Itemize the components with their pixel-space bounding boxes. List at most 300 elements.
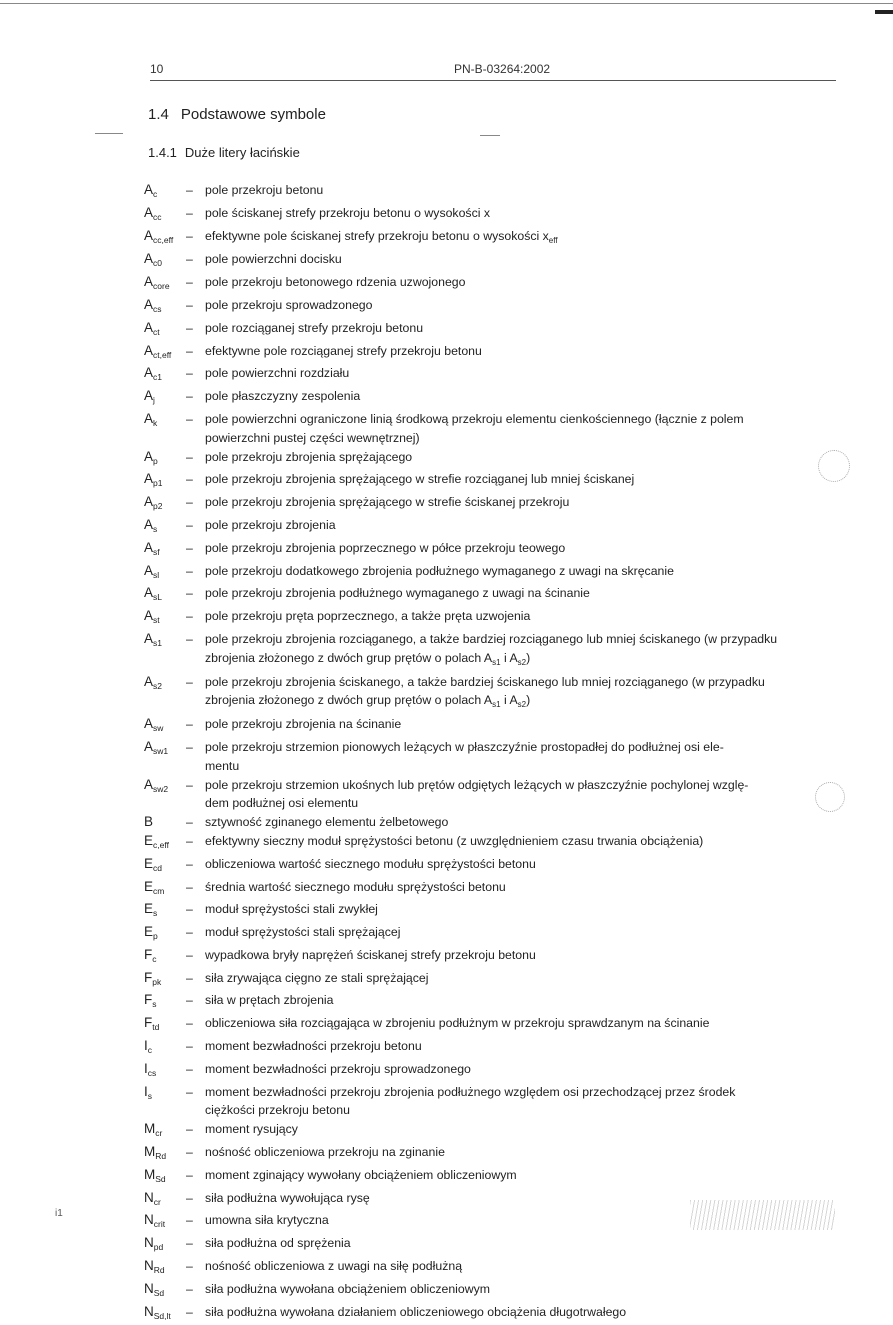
symbol [144,991,186,1014]
symbol-description [205,607,844,626]
symbol [144,204,186,227]
symbol-base: A [144,562,154,578]
symbol-base: B [144,814,154,830]
symbol-base: A [144,342,154,358]
symbol-row [144,673,844,716]
symbol-subscript: p2 [153,501,163,512]
symbol-subscript: s [152,999,157,1010]
dash: – [186,389,193,404]
dash: – [186,1167,193,1182]
symbol-base: F [144,969,153,985]
symbol [144,738,186,761]
symbol-subscript: cr [155,1128,163,1139]
description-text: moduł sprężystości stali sprężającej [205,925,401,940]
header-rule [150,80,836,81]
dash: – [186,1304,193,1319]
description-text: pole przekroju strzemion ukośnych lub prętów odgiętych leżących w płaszczyźnie pochylonej wzglę- dem podłużnej osi elementu [205,777,749,811]
symbol-subscript: Sd [155,1173,166,1184]
symbol-subscript: sw2 [153,783,169,794]
symbol [144,715,186,738]
symbol-row [144,342,844,365]
symbol-base: I [144,1083,148,1099]
symbol [144,539,186,562]
symbol-base: A [144,274,154,290]
dash: – [186,366,193,381]
description-subscript: s2 [517,657,527,667]
dash: – [186,902,193,917]
symbol-subscript: td [152,1022,160,1033]
description-text: efektywny sieczny moduł sprężystości betonu (z uwzględnieniem czasu trwania obciążenia) [205,833,704,848]
symbol-description [205,738,844,776]
description-text: moment rysujący [205,1122,298,1137]
symbol-row [144,296,844,319]
symbol-subscript: sL [153,592,162,603]
description-text: pole przekroju zbrojenia [205,517,336,532]
symbol-description [205,227,844,251]
symbol-base: N [144,1303,154,1319]
symbol-subscript: ct [153,326,160,337]
description-text: pole powierzchni rozdziału [205,366,350,381]
symbol-base: A [144,673,154,689]
description-text: pole przekroju sprowadzonego [205,297,373,312]
symbol-subscript: s1 [153,637,162,648]
description-text: pole przekroju zbrojenia sprężającego w strefie rozciąganej lub mniej ściskanej [205,472,635,487]
symbol-base: F [144,992,153,1008]
dash: – [186,833,193,848]
symbol-subscript: c,eff [153,839,169,850]
symbol-description [205,204,844,223]
description-text: pole powierzchni docisku [205,252,342,267]
description-subscript: s2 [517,700,527,710]
symbol-base: A [144,539,154,555]
symbol-subscript: Rd [153,1265,165,1276]
symbol-base: A [144,365,154,381]
symbol-subscript: k [153,417,158,428]
dash: – [186,320,193,335]
symbol-row [144,250,844,273]
symbol-row [144,813,844,832]
symbol-subscript: st [153,615,160,626]
symbol-base: N [144,1258,154,1274]
description-text: ) [526,693,531,708]
dash: – [186,586,193,601]
page-header [150,62,836,82]
symbol-description [205,296,844,315]
symbol [144,410,186,433]
dash: – [186,1259,193,1274]
description-text: pole rozciąganej strefy przekroju betonu [205,320,424,335]
symbol-base: M [144,1121,156,1137]
symbol-base: F [144,946,153,962]
symbol-row [144,1280,844,1303]
symbol [144,1166,186,1189]
symbol-base: E [144,901,154,917]
description-text: siła podłużna wywołująca rysę [205,1190,370,1205]
description-text: nośność obliczeniowa z uwagi na siłę podłużną [205,1259,463,1274]
dash: – [186,1236,193,1251]
dash: – [186,815,193,830]
symbol-description [205,342,844,361]
symbol-row [144,562,844,585]
scan-mark [818,450,850,482]
symbol-base: E [144,878,154,894]
description-text: efektywne pole ściskanej strefy przekroju betonu o wysokości x [205,228,549,243]
symbol [144,776,186,799]
description-text: pole ściskanej strefy przekroju betonu o wysokości x [205,205,491,220]
description-subscript: s1 [492,657,501,667]
symbol-base: E [144,832,154,848]
dash: – [186,1281,193,1296]
description-text: wypadkowa bryły naprężeń ściskanej strefy przekroju betonu [205,947,536,962]
symbol-base: N [144,1212,154,1228]
symbol-row [144,516,844,539]
dash: – [186,411,193,426]
description-text: nośność obliczeniowa przekroju na zginanie [205,1145,445,1160]
symbol-base: A [144,585,154,601]
symbol-row [144,1060,844,1083]
symbol-base: A [144,388,154,404]
symbol [144,900,186,923]
symbol-subscript: sw1 [153,745,169,756]
dash: – [186,449,193,464]
symbol-row [144,181,844,204]
symbol [144,673,186,696]
symbol-subscript: s [147,1090,153,1101]
description-text: moment bezwładności przekroju sprowadzonego [205,1061,471,1076]
symbol [144,448,186,471]
symbol-description [205,364,844,383]
symbol-row [144,878,844,901]
description-text: pole przekroju zbrojenia sprężającego w strefie ściskanej przekroju [205,495,570,510]
description-text: siła podłużna wywołana działaniem obliczeniowego obciążenia długotrwałego [205,1304,627,1319]
dash: – [186,1190,193,1205]
symbol-subscript: c [147,1045,153,1056]
symbol-subscript: pk [152,976,162,987]
dash: – [186,1061,193,1076]
symbol-base: A [144,471,154,487]
symbol-base: A [144,494,154,510]
symbol-description [205,1083,844,1121]
description-text: pole przekroju strzemion pionowych leżących w płaszczyźnie prostopadłej do podłużnej osi ele- mentu [205,739,724,773]
symbol [144,855,186,878]
symbol-base: A [144,227,154,243]
dash: – [186,993,193,1008]
symbol-base: A [144,608,154,624]
section-title [148,106,326,123]
symbol-description [205,181,844,200]
symbol-subscript: p [153,455,158,466]
symbol [144,319,186,342]
symbol-base: A [144,776,154,792]
dash: – [186,631,193,646]
symbol-description [205,673,844,716]
dash: – [186,563,193,578]
description-text: siła zrywająca cięgno ze stali sprężającej [205,970,429,985]
symbol-row [144,539,844,562]
symbol-subscript: pd [153,1242,164,1253]
symbol [144,607,186,630]
dash: – [186,1122,193,1137]
symbol-description [205,1166,844,1185]
symbol-row [144,991,844,1014]
symbol-subscript: p [153,931,158,942]
symbol-row [144,630,844,673]
symbol-description [205,813,844,832]
description-text: siła podłużna od sprężenia [205,1236,351,1251]
symbol-subscript: cc,eff [153,234,174,245]
symbol-row [144,319,844,342]
symbol [144,1083,186,1106]
symbol-description [205,584,844,603]
symbol-row [144,387,844,410]
corner-mark [875,10,893,14]
symbol [144,1257,186,1280]
symbol-description [205,448,844,467]
symbol-base: A [144,716,154,732]
standard-code: PN-B-03264:2002 [454,62,551,76]
symbol [144,364,186,387]
description-subscript: s1 [492,700,501,710]
dash: – [186,739,193,754]
symbol-description [205,470,844,489]
symbol-base: E [144,855,154,871]
symbol [144,878,186,901]
dash: – [186,275,193,290]
symbol-row [144,584,844,607]
symbol [144,493,186,516]
symbol [144,387,186,410]
symbol-subscript: cs [147,1067,157,1078]
description-text: moment zginający wywołany obciążeniem obliczeniowym [205,1167,517,1182]
section-title-text: Podstawowe symbole [180,106,326,123]
description-text: pole przekroju zbrojenia podłużnego wymaganego z uwagi na ścinanie [205,586,590,601]
symbol-description [205,1234,844,1253]
symbol-row [144,273,844,296]
symbol-subscript: core [153,281,170,292]
dash: – [186,1213,193,1228]
dash: – [186,856,193,871]
symbol [144,1189,186,1212]
symbol-description [205,900,844,919]
symbol-row [144,470,844,493]
symbol-description [205,1014,844,1033]
description-text: umowna siła krytyczna [205,1213,329,1228]
symbol-description [205,1120,844,1139]
description-text: moment bezwładności przekroju betonu [205,1039,422,1054]
symbol-row [144,607,844,630]
description-text: pole przekroju pręta poprzecznego, a także pręta uzwojenia [205,609,531,624]
symbol-row [144,204,844,227]
dash: – [186,540,193,555]
dash: – [186,183,193,197]
subsection-title-text: Duże litery łacińskie [184,145,300,160]
symbol-description [205,273,844,292]
symbol-base: A [144,204,154,220]
scan-mark [95,133,123,134]
description-text: średnia wartość siecznego modułu sprężystości betonu [205,879,506,894]
dash: – [186,1039,193,1054]
symbol-base: A [144,296,154,312]
symbol-description [205,1280,844,1299]
symbol-row [144,1166,844,1189]
symbol-description [205,776,844,814]
symbol-subscript: s [153,908,158,919]
symbol [144,946,186,969]
symbol-subscript: j [153,395,155,406]
symbol-description [205,1143,844,1162]
description-text: i A [500,650,518,665]
description-text: efektywne pole rozciąganej strefy przekroju betonu [205,343,482,358]
symbol-description [205,319,844,338]
symbol-subscript: sl [153,569,160,580]
dash: – [186,879,193,894]
symbol-base: I [144,1038,148,1054]
description-text: siła podłużna wywołana obciążeniem obliczeniowym [205,1281,491,1296]
symbol-row [144,946,844,969]
symbol-base: N [144,1280,154,1296]
symbol-description [205,410,844,448]
symbol-row [144,923,844,946]
symbol-subscript: s2 [153,680,162,691]
description-text: pole przekroju zbrojenia sprężającego [205,449,413,464]
symbol [144,1120,186,1143]
symbol-description [205,878,844,897]
symbol [144,470,186,493]
symbol-row [144,855,844,878]
dash: – [186,777,193,792]
scan-smudge [690,1200,835,1230]
dash: – [186,297,193,312]
symbol-description [205,855,844,874]
symbol-subscript: Rd [155,1151,167,1162]
symbol-description [205,832,844,851]
symbol-row [144,900,844,923]
symbol-subscript: cr [153,1196,161,1207]
symbol-row [144,410,844,448]
dash: – [186,205,193,220]
scan-mark [480,135,500,136]
footer-mark: i1 [55,1208,63,1219]
symbol-list [144,181,844,1325]
description-text: pole przekroju betonowego rdzenia uzwojonego [205,275,466,290]
description-text: obliczeniowa wartość siecznego modułu sprężystości betonu [205,856,536,871]
symbol-description [205,715,844,734]
symbol-subscript: cc [153,211,162,222]
symbol-base: I [144,1060,148,1076]
symbol [144,1303,186,1325]
description-text: moduł sprężystości stali zwykłej [205,902,378,917]
symbol-description [205,250,844,269]
symbol-row [144,738,844,776]
symbol-subscript: c0 [153,258,162,269]
symbol [144,630,186,653]
description-text: siła w prętach zbrojenia [205,993,334,1008]
symbol [144,1037,186,1060]
symbol-description [205,1060,844,1079]
symbol [144,250,186,273]
symbol-subscript: Sd,lt [153,1310,171,1321]
symbol-description [205,387,844,406]
symbol-description [205,562,844,581]
symbol-base: N [144,1189,154,1205]
page-top-edge [0,3,893,4]
symbol-base: A [144,738,154,754]
description-text: sztywność zginanego elementu żelbetowego [205,815,449,830]
dash: – [186,717,193,732]
scan-mark [815,782,845,812]
symbol-row [144,448,844,471]
symbol-subscript: sw [153,723,164,734]
symbol [144,1143,186,1166]
description-text: obliczeniowa siła rozciągająca w zbrojeniu podłużnym w przekroju sprawdzanym na ścinanie [205,1016,710,1031]
symbol-row [144,1083,844,1121]
symbol-base: F [144,1015,153,1031]
symbol [144,273,186,296]
symbol-description [205,991,844,1010]
symbol-row [144,1257,844,1280]
dash: – [186,947,193,962]
description-text: i A [500,693,518,708]
symbol-subscript: p1 [153,478,163,489]
symbol [144,923,186,946]
symbol-subscript: Sd [153,1287,165,1298]
symbol-row [144,493,844,516]
symbol-row [144,969,844,992]
symbol-description [205,923,844,942]
symbol-description [205,516,844,535]
symbol [144,1060,186,1083]
symbol-subscript: sf [153,546,160,557]
symbol-base: M [144,1144,156,1160]
dash: – [186,472,193,487]
dash: – [186,228,193,243]
dash: – [186,970,193,985]
dash: – [186,1145,193,1160]
symbol [144,562,186,585]
dash: – [186,674,193,689]
symbol-subscript: c [152,953,157,964]
symbol-base: A [144,251,154,267]
symbol-subscript: c1 [153,372,162,383]
symbol-row [144,1120,844,1143]
symbol-description [205,630,844,673]
symbol-description [205,1303,844,1322]
symbol-subscript: c [153,189,158,199]
dash: – [186,252,193,267]
description-text: pole przekroju zbrojenia rozciąganego, a także bardziej rozciąganego lub mniej ściskanego (w przypadku zbrojenia złożonego z dwóch grup prętów o polach A [205,631,778,665]
symbol-base: A [144,182,154,197]
symbol [144,516,186,539]
symbol-subscript: crit [153,1219,166,1230]
symbol [144,296,186,319]
subsection-title [148,145,300,160]
symbol-description [205,1257,844,1276]
symbol-row [144,832,844,855]
description-text: pole przekroju zbrojenia ściskanego, a także bardziej ściskanego lub mniej rozciąganego (w przypadku zbrojenia złożonego z dwóch grup prętów o polach A [205,674,765,708]
subsection-number: 1.4.1 [148,145,177,160]
dash: – [186,1016,193,1031]
section-number: 1.4 [148,106,169,123]
symbol-base: M [144,1166,156,1182]
page-number: 10 [150,62,164,76]
description-text: moment bezwładności przekroju zbrojenia podłużnego względem osi przechodzącej przez środek ciężkości przekroju betonu [205,1084,736,1118]
symbol-row [144,776,844,814]
symbol-base: A [144,516,154,532]
dash: – [186,495,193,510]
description-text: pole powierzchni ograniczone linią środkową przekroju elementu cienkościennego (łącznie z polem powierzchni pustej części wewnętrznej) [205,411,744,445]
symbol-base: A [144,448,154,464]
symbol [144,227,186,250]
